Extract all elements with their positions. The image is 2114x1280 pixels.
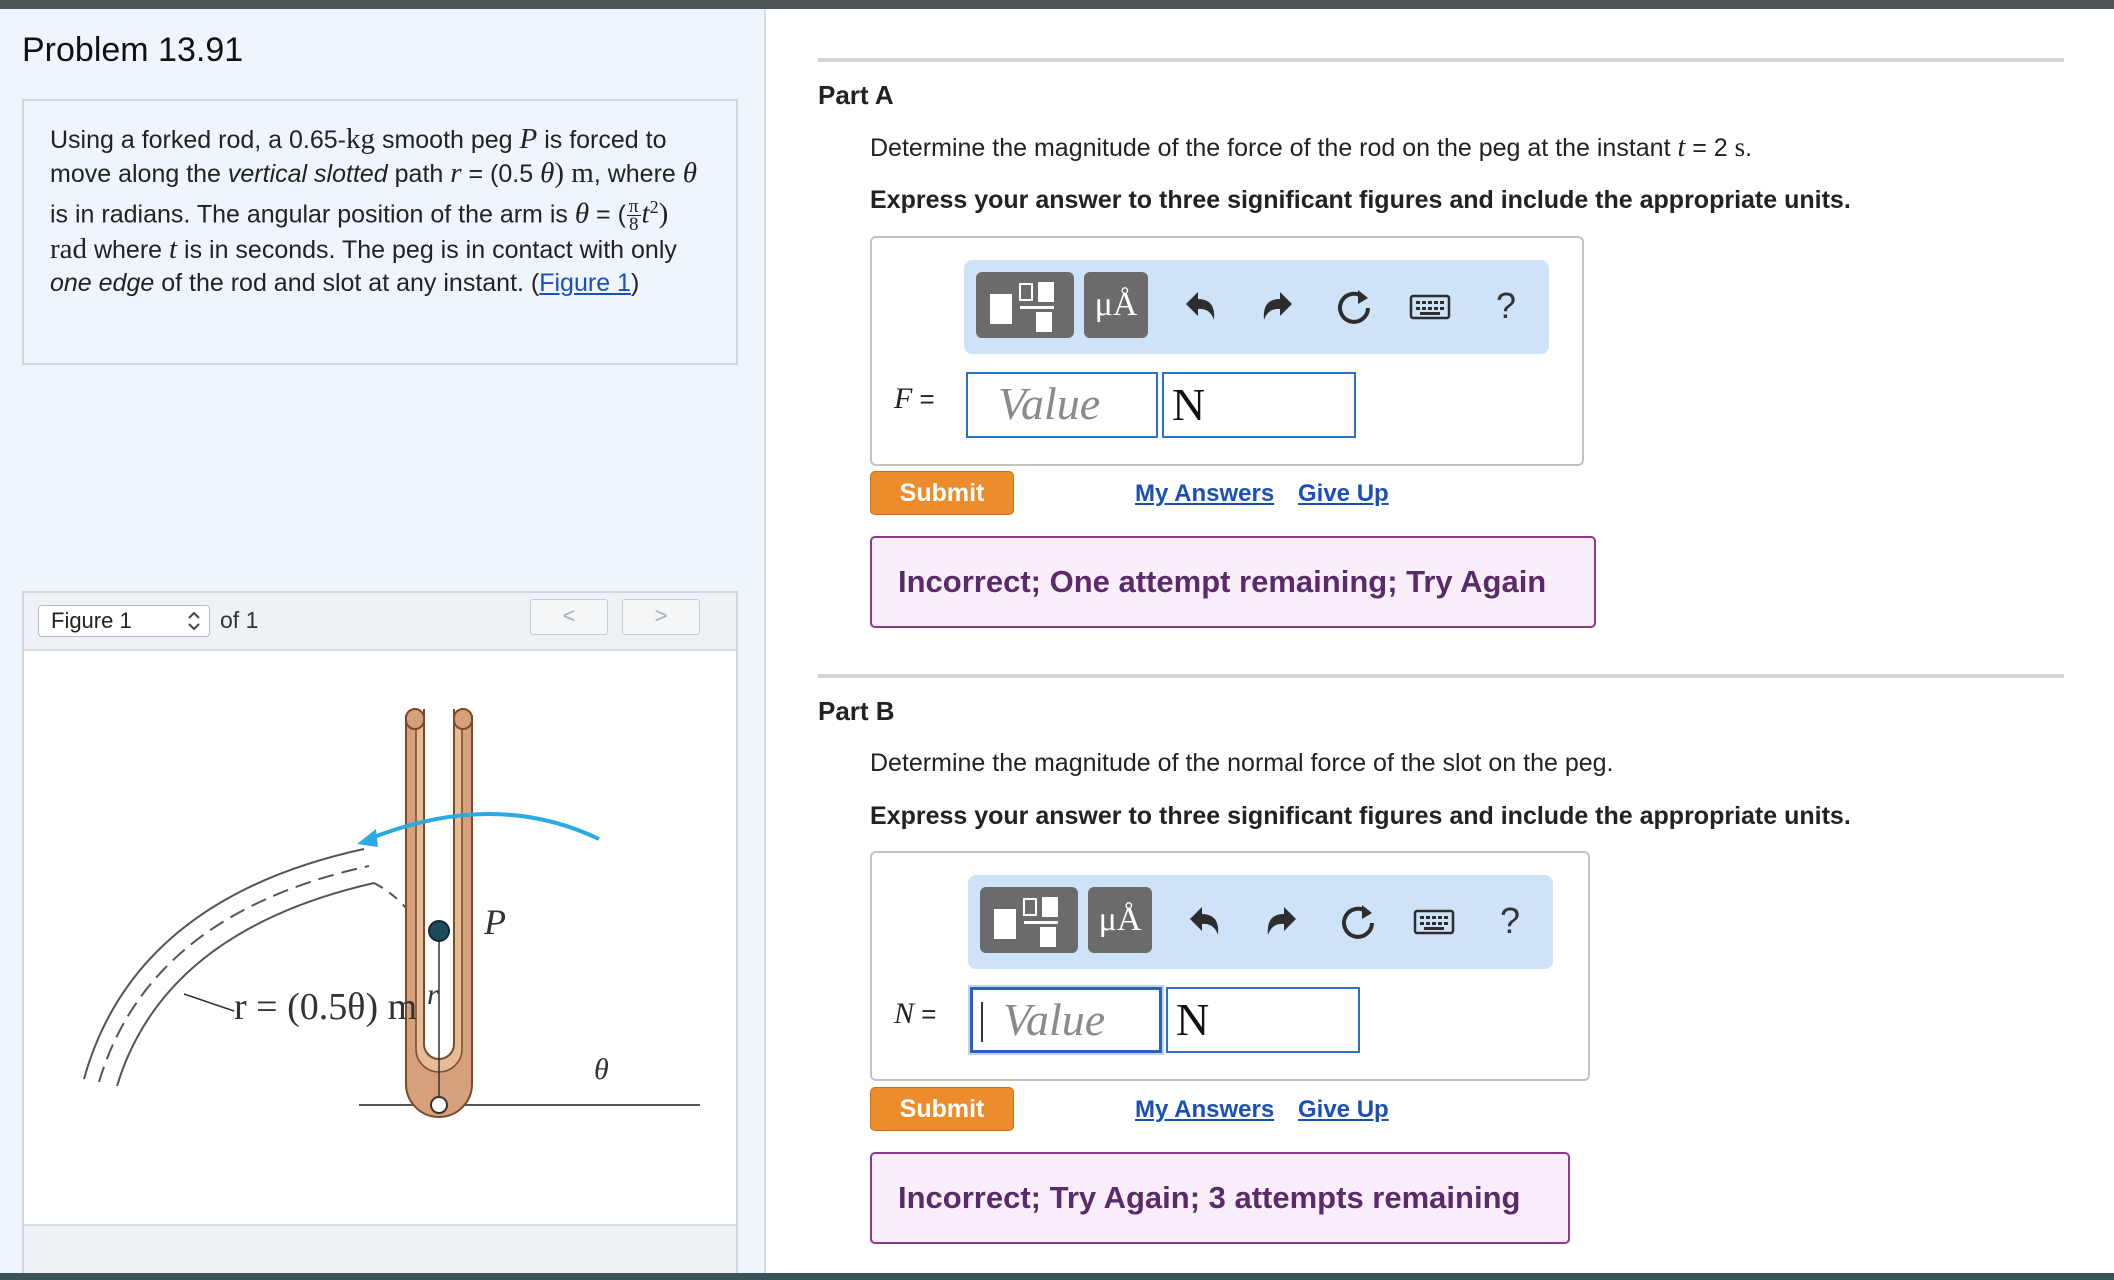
var-t: t (1677, 132, 1686, 163)
figure-select[interactable] (38, 605, 210, 637)
window-top-bar (0, 0, 2114, 9)
figure-link[interactable]: Figure 1 (539, 269, 631, 298)
part-b-my-answers-link[interactable]: My Answers (1135, 1096, 1275, 1123)
part-b-title: Part B (818, 696, 895, 726)
part-a-divider (818, 58, 2064, 62)
superscript-2: 2 (649, 197, 659, 217)
part-b-instruction: Express your answer to three significant figures and include the appropriate units. (870, 802, 1851, 830)
part-a-answer-box (870, 236, 1584, 466)
window-bottom-bar (0, 1273, 2114, 1280)
part-b-variable-label (894, 997, 936, 1031)
undo-icon (1182, 899, 1226, 943)
fraction-pi-over-8 (627, 196, 641, 236)
unit-value: N (1172, 379, 1206, 430)
part-a-question (870, 132, 1752, 164)
templates-button[interactable] (980, 887, 1078, 953)
r-label: r (427, 978, 439, 1011)
problem-text: is in radians. The angular position of the arm is (50, 200, 575, 229)
unit-value: N (1176, 994, 1210, 1045)
units-icon: μÅ (1098, 901, 1142, 938)
part-a-math-toolbar (964, 260, 1549, 354)
chevron-left-icon: < (562, 603, 576, 628)
equals-sign: = (914, 999, 937, 1029)
figure-footer (24, 1224, 736, 1275)
question-text: Determine the magnitude of the force of the rod on the peg at the instant (870, 134, 1678, 162)
part-a-give-up-link[interactable]: Give Up (1298, 480, 1389, 507)
theta-label: θ (594, 1053, 609, 1086)
redo-button[interactable] (1256, 284, 1300, 328)
value-placeholder: Value (1003, 994, 1106, 1045)
problem-text: , where (593, 160, 683, 188)
forked-rod-figure (24, 649, 736, 1211)
part-a-submit-button[interactable]: Submit (870, 471, 1014, 515)
templates-icon (976, 272, 1074, 338)
undo-icon (1178, 284, 1222, 328)
italic-text: one edge (50, 269, 155, 298)
previous-figure-button[interactable] (530, 599, 608, 635)
reset-button[interactable] (1336, 899, 1380, 943)
redo-icon (1260, 899, 1304, 943)
unit-m: m (571, 157, 594, 189)
part-a-variable-label (894, 382, 935, 416)
part-a-my-answers-link[interactable]: My Answers (1135, 480, 1275, 507)
problem-text: is in seconds. The peg is in contact with only (177, 236, 677, 265)
figure-toolbar (24, 593, 736, 651)
text-caret (981, 1002, 983, 1042)
part-b-unit-input[interactable] (1166, 987, 1360, 1053)
undo-button[interactable] (1178, 284, 1222, 328)
problem-text: where (87, 236, 170, 265)
part-b-question: Determine the magnitude of the normal force of the slot on the peg. (870, 749, 1614, 777)
help-icon: ? (1499, 900, 1521, 941)
problem-text: of the rod and slot at any instant. ( (154, 269, 540, 298)
undo-button[interactable] (1182, 899, 1226, 943)
part-a-unit-input[interactable] (1162, 372, 1356, 438)
templates-button[interactable] (976, 272, 1074, 338)
figure-select-value: Figure 1 (51, 608, 132, 633)
part-b-give-up-link[interactable]: Give Up (1298, 1096, 1389, 1123)
part-b-value-input[interactable] (970, 987, 1162, 1053)
problem-text: = (0.5 (461, 160, 541, 188)
select-chevron-icon (187, 606, 201, 647)
redo-button[interactable] (1260, 899, 1304, 943)
help-button[interactable] (1488, 899, 1532, 943)
part-b-feedback: Incorrect; Try Again; 3 attempts remaining (870, 1152, 1570, 1244)
unit-rad: rad (50, 233, 88, 266)
problem-statement (22, 99, 738, 365)
next-figure-button[interactable] (622, 599, 700, 635)
problem-text: is forced to move along the (50, 126, 667, 188)
part-a-title: Part A (818, 80, 894, 110)
figure-viewer (22, 591, 738, 1275)
problem-text: Using a forked rod, a 0.65- (50, 126, 346, 154)
var-theta: θ (540, 157, 555, 189)
paren: ) (554, 157, 572, 189)
equals-sign: = (912, 384, 935, 414)
part-b-divider (818, 674, 2064, 678)
keyboard-button[interactable] (1412, 899, 1456, 943)
help-icon: ? (1495, 285, 1517, 326)
chevron-right-icon: > (654, 603, 668, 628)
r-equation-label: r = (0.5θ) m (234, 986, 418, 1028)
keyboard-icon (1412, 899, 1456, 943)
problem-text: = ( (589, 200, 626, 229)
fraction-denominator: 8 (628, 214, 639, 236)
unit-s: s (1734, 132, 1746, 162)
units-button[interactable] (1084, 272, 1148, 338)
var-p: P (519, 123, 538, 155)
var-r: r (450, 157, 462, 189)
paren: ) (658, 197, 669, 230)
variable-f: F (894, 382, 913, 415)
reset-button[interactable] (1332, 284, 1376, 328)
part-a-value-input[interactable] (966, 372, 1158, 438)
problem-text: smooth peg (375, 126, 520, 154)
variable-n: N (894, 997, 915, 1030)
part-b-submit-button[interactable]: Submit (870, 1087, 1014, 1131)
units-icon: μÅ (1094, 286, 1138, 323)
part-a-instruction: Express your answer to three significant figures and include the appropriate units. (870, 186, 1851, 214)
problem-panel (0, 9, 766, 1273)
unit-kg: kg (346, 123, 375, 155)
templates-icon (980, 887, 1078, 953)
problem-text: ) (630, 269, 640, 298)
reset-icon (1332, 284, 1376, 328)
problem-text: path (387, 160, 451, 188)
var-t: t (169, 233, 178, 266)
fraction-numerator: π (628, 196, 639, 218)
var-t: t (641, 197, 650, 230)
keyboard-icon (1408, 284, 1452, 328)
reset-icon (1336, 899, 1380, 943)
question-text: . (1745, 134, 1753, 162)
part-a-feedback: Incorrect; One attempt remaining; Try Again (870, 536, 1596, 628)
value-placeholder: Value (998, 378, 1101, 429)
units-button[interactable] (1088, 887, 1152, 953)
var-theta: θ (682, 157, 697, 189)
help-button[interactable] (1484, 284, 1528, 328)
problem-title: Problem 13.91 (22, 31, 244, 69)
question-text: = 2 (1685, 134, 1735, 162)
redo-icon (1256, 284, 1300, 328)
var-theta: θ (574, 197, 590, 230)
p-label: P (484, 902, 506, 942)
keyboard-button[interactable] (1408, 284, 1452, 328)
italic-text: vertical slotted (227, 160, 388, 188)
figure-count: of 1 (220, 607, 259, 633)
part-b-math-toolbar (968, 875, 1553, 969)
part-b-answer-box (870, 851, 1590, 1081)
